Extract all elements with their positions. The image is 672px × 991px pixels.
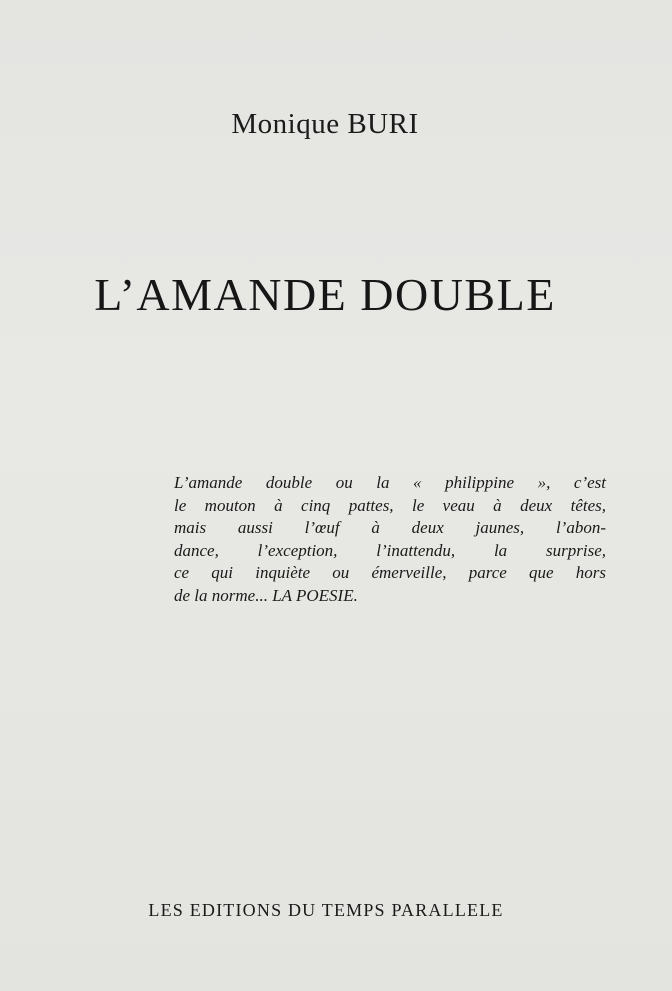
author-name: Monique BURI	[231, 108, 419, 140]
publisher-name: LES EDITIONS DU TEMPS PARALLELE	[148, 900, 504, 920]
book-title: L’AMANDE DOUBLE	[94, 269, 556, 320]
blurb-line: dance, l’exception, l’inattendu, la surprise,	[174, 540, 606, 560]
blurb-paragraph	[174, 472, 606, 607]
blurb-line: de la norme... LA POESIE.	[174, 585, 358, 605]
blurb-line: le mouton à cinq pattes, le veau à deux têtes,	[174, 495, 606, 515]
blurb-line: mais aussi l’œuf à deux jaunes, l’abon-	[174, 518, 606, 537]
blurb-line: ce qui inquiète ou émerveille, parce que hors	[174, 563, 606, 582]
blurb-line: L’amande double ou la « philippine », c’est	[174, 473, 606, 492]
